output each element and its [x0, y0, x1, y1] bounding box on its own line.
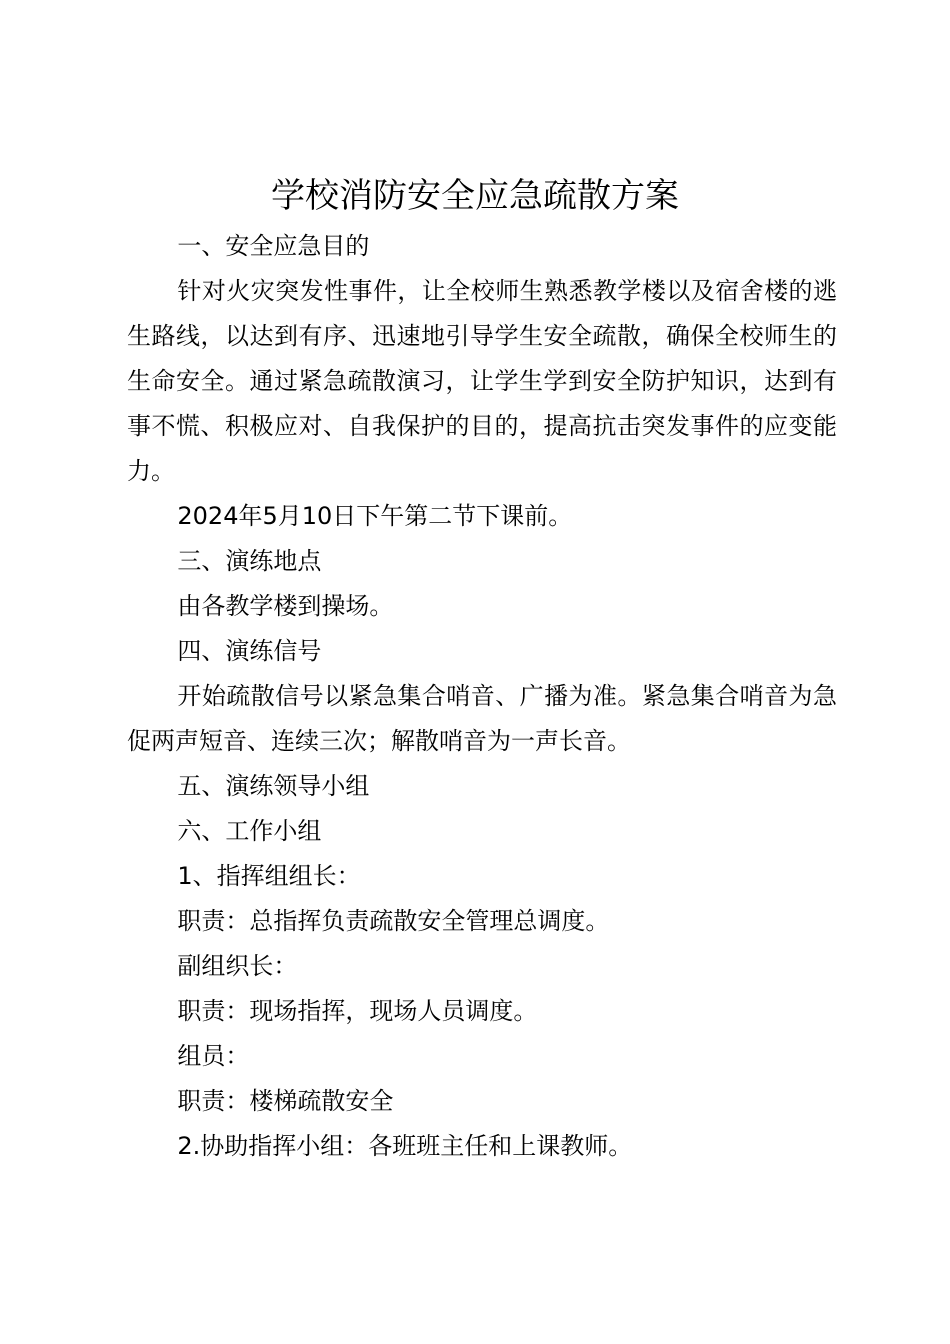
- paragraph-drill-time: 2024年5月10日下午第二节下课前。: [177, 502, 573, 530]
- heading-safety-goal: 一、安全应急目的: [177, 232, 370, 260]
- document-title: 学校消防安全应急疏散方案: [271, 176, 679, 216]
- item-deputy-duty: 职责：现场指挥，现场人员调度。: [177, 997, 538, 1025]
- item-assist-group: 2.协助指挥小组：各班班主任和上课教师。: [177, 1132, 633, 1160]
- item-command-leader: 1、指挥组组长：: [177, 862, 361, 890]
- item-members-duty: 职责：楼梯疏散安全: [177, 1087, 394, 1115]
- paragraph-drill-signal: 开始疏散信号以紧急集合哨音、广播为准。紧急集合哨音为急促两声短音、连续三次；解散哨音为一声长音。: [127, 682, 837, 755]
- item-deputy-leader: 副组织长：: [177, 952, 298, 980]
- document-body: [127, 224, 837, 1169]
- paragraph-safety-goal: 针对火灾突发性事件，让全校师生熟悉教学楼以及宿舍楼的逃生路线，以达到有序、迅速地引导学生安全疏散，确保全校师生的生命安全。通过紧急疏散演习，让学生学到安全防护知识，达到有事不慌、积极应对、自我保护的目的，提高抗击突发事件的应变能力。: [127, 277, 837, 485]
- item-command-duty: 职责：总指挥负责疏散安全管理总调度。: [177, 907, 610, 935]
- item-members: 组员：: [177, 1042, 250, 1070]
- heading-drill-location: 三、演练地点: [177, 547, 322, 575]
- heading-drill-signal: 四、演练信号: [177, 637, 322, 665]
- heading-work-group: 六、工作小组: [177, 817, 322, 845]
- paragraph-drill-location: 由各教学楼到操场。: [177, 592, 394, 620]
- heading-leadership-group: 五、演练领导小组: [177, 772, 370, 800]
